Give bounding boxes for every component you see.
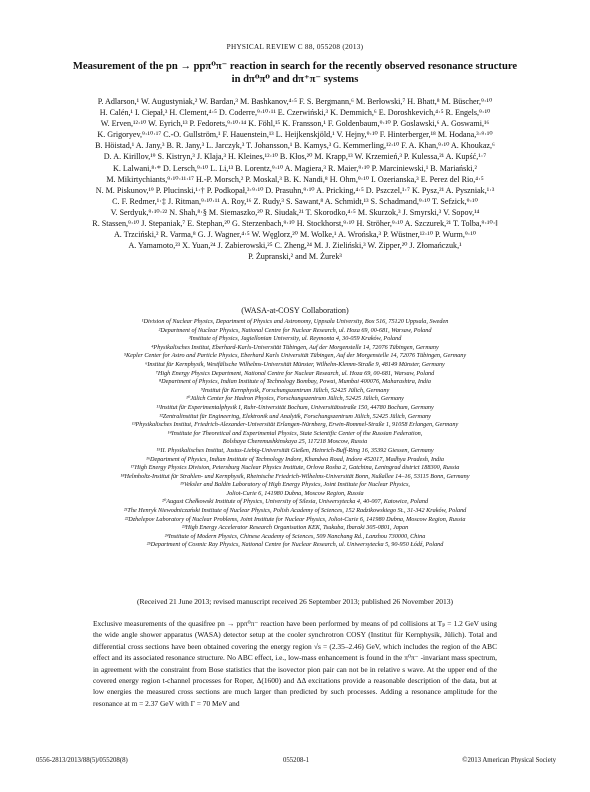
author-line: A. Trzciński,² R. Varma,⁸ G. J. Wagner,⁴·⁵ W. Węglorz,²⁰ M. Wolke,¹ A. Wrońska,³ P. Wüstner,¹²·¹⁰ P. Wurm,⁹·¹⁰ xyxy=(113,230,477,240)
title-line-1: Measurement of the pn → ppπ⁰π⁻ reaction in search for the recently observed resonance structure xyxy=(72,61,518,72)
author-list xyxy=(44,96,546,262)
paper-title xyxy=(30,60,560,86)
affiliation: ¹⁰Jülich Center for Hadron Physics, Forschungszentrum Jülich, 52425 Jülich, Germany xyxy=(186,395,404,403)
affiliation: ¹⁴Institute for Theoretical and Experimental Physics, State Scientific Center of the Russian Federation, xyxy=(167,429,423,437)
footer-issn: 0556-2813/2013/88(5)/055208(8) xyxy=(36,757,128,764)
author-line: N. M. Piskunov,¹⁹ P. Plucinski,¹·† P. Podkopał,³·⁹·¹⁰ D. Prasuhn,⁹·¹⁰ A. Pricking,⁴·⁵ D. Pszczel,¹·⁷ K. Pysz,²¹ A. Pyszniak,¹·³ xyxy=(95,185,495,195)
journal-header: PHYSICAL REVIEW C 88, 055208 (2013) xyxy=(226,43,364,51)
affiliation: ²³High Energy Accelerator Research Organisation KEK, Tsukuba, Ibaraki 305-0801, Japan xyxy=(181,524,409,532)
affiliation: ¹Division of Nuclear Physics, Department of Physics and Astronomy, Uppsala University, Box 516, 75120 Uppsala, Sweden xyxy=(141,318,449,325)
author-line: V. Serdyuk,⁹·¹⁰·²² N. Shah,⁸·§ M. Siemaszko,²⁰ R. Siudak,²¹ T. Skorodko,⁴·⁵ M. Skurzok,³ J. Smyrski,³ V. Sopov,¹⁴ xyxy=(110,207,480,217)
footer-page-number: 055208-1 xyxy=(282,757,310,764)
author-line: K. Lalwani,⁸·* D. Lersch,⁹·¹⁰ L. Li,¹³ B. Lorentz,⁹·¹⁰ A. Magiera,³ R. Maier,⁹·¹⁰ P. Marciniewski,¹ B. Mariański,² xyxy=(112,163,477,173)
author-line: B. Höistad,¹ A. Jany,³ B. R. Jany,³ L. Jarczyk,³ T. Johansson,¹ B. Kamys,³ G. Kemmerling,¹²·¹⁰ F. A. Khan,⁹·¹⁰ A. Khoukaz,⁶ xyxy=(95,141,495,151)
affiliation: ⁶Institut für Kernphysik, Westfälische Wilhelms-Universität Münster, Wilhelm-Klemm-Straße 9, 48149 Münster, Germany xyxy=(145,360,445,368)
author-line: P. Żupranski,² and M. Żurek³ xyxy=(248,252,342,262)
affiliation: ²⁰August Chełkowski Institute of Physics, University of Silesia, Uniwersytecka 4, 40-007, Katowice, Poland xyxy=(161,498,429,506)
affiliation: Joliot-Curie 6, 141980 Dubna, Moscow Region, Russia xyxy=(226,489,364,497)
affiliation: ²⁴Institute of Modern Physics, Chinese Academy of Sciences, 509 Nanchang Rd., Lanzhou 730000, China xyxy=(164,532,426,540)
abstract: Exclusive measurements of the quasifree pn → ppπ⁰π⁻ reaction have been performed by means of pd collisions at Tₚ = 1.2 GeV using the wide angle shower apparatus (WASA) detector setup at the cooler synchrotron COSY (Institut für Kernphysik, Jülich). Total and differential cross sections have been obtained covering the energy region √s = (2.35–2.46) GeV, which includes the region of the ABC effect and its associated resonance structure. No ABC effect, i.e., low-mass enhancement is found in the π⁰π⁻ -invariant mass spectrum, in agreement with the constraint from Bose statistics that the isovector pion pair can not be in relative s wave. At the upper end of the covered energy region t-channel processes for Roper, Δ(1600) and ΔΔ excitations provide a reasonable description of the data, but at low energies the measured cross sections are much larger than predicted by such processes. Adding a resonance amplitude for the resonance at m = 2.37 GeV with Γ = 70 MeV and xyxy=(93,619,497,708)
affiliation: ²²Dzhelepov Laboratory of Nuclear Problems, Joint Institute for Nuclear Physics, Joliot-Curie 6, 141980 Dubna, Moscow Region, Russia xyxy=(124,515,466,523)
affiliation: ¹⁷High Energy Physics Division, Petersburg Nuclear Physics Institute, Orlova Rosha 2, Gatchina, Leningrad district 188300, Russia xyxy=(130,464,460,472)
affiliation: ⁵Kepler Center for Astro and Particle Physics, Eberhard Karls Universität Tübingen, Auf der Morgenstelle 14, 72076 Tübingen, Germany xyxy=(123,352,467,360)
affiliation: ²¹The Henryk Niewodniczański Institute of Nuclear Physics, Polish Academy of Sciences, 152 Radzikowskiego St., 31-342 Kraków, Poland xyxy=(123,507,467,515)
author-line: H. Calén,¹ I. Ciepał,³ H. Clement,⁴·⁵ D. Coderre,⁹·¹⁰·¹¹ E. Czerwiński,³ K. Demmich,⁶ E. Doroshkevich,⁴·⁵ R. Engels,⁹·¹⁰ xyxy=(99,108,491,118)
author-line: D. A. Kirillov,¹⁹ S. Kistryn,³ J. Klaja,³ H. Kleines,¹²·¹⁰ B. Kłos,²⁰ M. Krapp,¹³ W. Krzemień,³ P. Kulessa,²¹ A. Kupść,¹·⁷ xyxy=(103,152,487,162)
affiliation: ⁷High Energy Physics Department, National Centre for Nuclear Research, ul. Hoza 69, 00-681, Warsaw, Poland xyxy=(155,369,435,377)
title-line-2: in dπ⁰π⁰ and dπ⁺π⁻ systems xyxy=(231,74,359,85)
received-dates: (Received 21 June 2013; revised manuscript received 26 September 2013; published 26 November 2013) xyxy=(137,597,453,606)
affiliation: ⁸Department of Physics, Indian Institute of Technology Bombay, Powai, Mumbai 400076, Maharashtra, India xyxy=(159,378,431,386)
author-line: W. Erven,¹²·¹⁰ W. Eyrich,¹³ P. Fedorets,⁹·¹⁰·¹⁴ K. Föhl,¹⁵ K. Fransson,¹ F. Goldenbaum,⁹·¹⁰ P. Goslawski,⁶ A. Goswami,¹⁶ xyxy=(100,119,490,129)
author-line: K. Grigoryev,⁹·¹⁰·¹⁷ C.-O. Gullström,¹ F. Hauenstein,¹³ L. Heijkenskjöld,¹ V. Hejny,⁹·¹⁰ F. Hinterberger,¹⁸ M. Hodana,³·⁹·¹⁰ xyxy=(97,130,493,140)
affiliation: ¹³Physikalisches Institut, Friedrich-Alexander-Universität Erlangen-Nürnberg, Erwin-Rommel-Straße 1, 91058 Erlangen, Germany xyxy=(131,421,459,429)
affiliation: ¹⁵II. Physikalisches Institut, Justus-Liebig-Universität Gießen, Heinrich-Buff-Ring 16, 35392 Giessen, Germany xyxy=(156,446,434,454)
affiliation-list xyxy=(30,318,560,550)
author-line: A. Yamamoto,²³ X. Yuan,²⁴ J. Zabierowski,²⁵ C. Zheng,²⁴ M. J. Zieliński,³ W. Zipper,²⁰ J. Złomańczuk,¹ xyxy=(128,241,462,251)
affiliation: ³Institute of Physics, Jagiellonian University, ul. Reymonta 4, 30-059 Kraków, Poland xyxy=(188,335,402,343)
affiliation: ¹⁶Department of Physics, Indian Institute of Technology Indore, Khandwa Road, Indore 452017, Madhya Pradesh, India xyxy=(145,455,445,463)
affiliation: ¹⁸Helmholtz-Institut für Strahlen- und Kernphysik, Rheinische Friedrich-Wilhelms-Universität Bonn, Nußallee 14–16, 53115 Bonn, Germany xyxy=(120,472,470,480)
author-line: M. Mikirtychiants,⁹·¹⁰·¹¹·¹⁷ H.-P. Morsch,² P. Moskal,³ B. K. Nandi,⁸ H. Ohm,⁹·¹⁰ I. Ozerianska,³ E. Perez del Rio,⁴·⁵ xyxy=(106,174,484,184)
affiliation: ⁹Institut für Kernphysik, Forschungszentrum Jülich, 52425 Jülich, Germany xyxy=(200,386,390,394)
affiliation: ¹⁹Veksler and Baldin Laboratory of High Energy Physics, Joint Institute for Nuclear Physics, xyxy=(180,481,410,489)
affiliation: ²Department of Nuclear Physics, National Centre for Nuclear Research, ul. Hoza 69, 00-681, Warsaw, Poland xyxy=(158,326,432,334)
footer-copyright: ©2013 American Physical Society xyxy=(462,757,556,764)
collaboration-name: (WASA-at-COSY Collaboration) xyxy=(241,306,349,315)
affiliation: Bolshaya Cheremushkinskaya 25, 117218 Moscow, Russia xyxy=(222,438,368,446)
affiliation: ²⁵Department of Cosmic Ray Physics, National Centre for Nuclear Research, ul. Uniwersytecka 5, 90-950 Łódź, Poland xyxy=(146,541,444,549)
author-line: C. F. Redmer,¹·‡ J. Ritman,⁹·¹⁰·¹¹ A. Roy,¹⁶ Z. Rudy,³ S. Sawant,⁸ A. Schmidt,¹³ S. Schadmand,⁹·¹⁰ T. Sefzick,⁹·¹⁰ xyxy=(112,196,478,206)
author-line: R. Stassen,⁹·¹⁰ J. Stepaniak,⁷ E. Stephan,²⁰ G. Sterzenbach,⁹·¹⁰ H. Stockhorst,⁹·¹⁰ H. Ströher,⁹·¹⁰ A. Szczurek,²¹ T. Tolba,⁹·¹⁰·‖ xyxy=(92,219,498,229)
affiliation: ¹¹Institut für Experimentalphysik I, Ruhr-Universität Bochum, Universitätsstraße 150, 44780 Bochum, Germany xyxy=(156,403,434,411)
affiliation: ¹²Zentralinstitut für Engineering, Elektronik und Analytik, Forschungszentrum Jülich, 52425 Jülich, Germany xyxy=(159,412,431,420)
author-line: P. Adlarson,¹ W. Augustyniak,² W. Bardan,³ M. Bashkanov,⁴·⁵ F. S. Bergmann,⁶ M. Berłowski,⁷ H. Bhatt,⁸ M. Büscher,⁹·¹⁰ xyxy=(97,97,493,106)
affiliation: ⁴Physikalisches Institut, Eberhard-Karls-Universität Tübingen, Auf der Morgenstelle 14, 72076 Tübingen, Germany xyxy=(151,343,439,351)
